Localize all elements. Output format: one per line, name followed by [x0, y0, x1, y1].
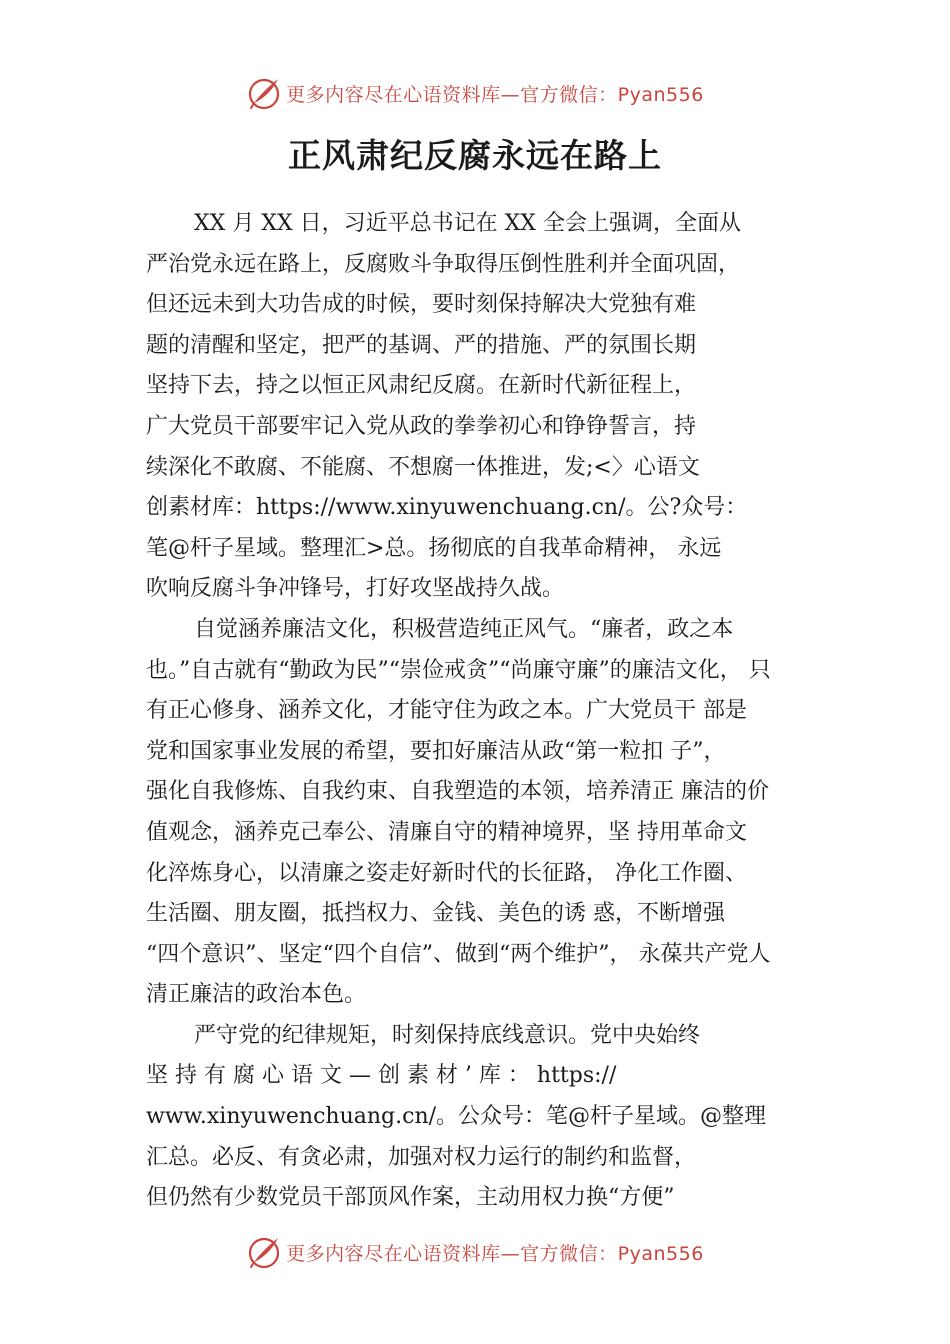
text-line: 值观念，涵养克己奉公、清廉自守的精神境界，坚 持用革命文 — [146, 819, 747, 845]
text-line: 题的清醒和坚定，把严的基调、严的措施、严的氛围长期 — [146, 332, 697, 358]
text-line: 党和国家事业发展的希望，要扣好廉洁从政“第一粒扣 子”， — [146, 738, 726, 764]
quill-pen-logo-icon — [246, 75, 282, 111]
page-title: 正风肃纪反腐永远在路上 — [288, 136, 662, 175]
text-line: “四个意识”、坚定“四个自信”、做到“两个维护”， 永葆共产党人 — [146, 941, 771, 967]
text-line: 续深化不敢腐、不能腐、不想腐一体推进，发;<〉心语文 — [146, 454, 700, 480]
text-line: 但仍然有少数党员干部顶风作案，主动用权力换“方便” — [146, 1185, 675, 1211]
text-line: 汇总。必反、有贪必肃，加强对权力运行的制约和监督， — [146, 1144, 697, 1170]
text-line: 生活圈、朋友圈，抵挡权力、金钱、美色的诱 惑，不断增强 — [146, 901, 725, 927]
paragraph-1 — [146, 204, 836, 610]
text-line: 化淬炼身心，以清廉之姿走好新时代的长征路， 净化工作圈、 — [146, 860, 747, 886]
text-line: 严守党的纪律规矩，时刻保持底线意识。党中央始终 — [194, 1022, 701, 1048]
text-line: 广大党员干部要牢记入党从政的拳拳初心和铮铮誓言，持 — [146, 413, 697, 439]
text-line: 严治党永远在路上，反腐败斗争取得压倒性胜利并全面巩固， — [146, 251, 741, 277]
text-line: 也。”自古就有“勤政为民”“崇俭戒贪”“尚廉守廉”的廉洁文化， 只 — [146, 657, 771, 683]
banner-text: 更多内容尽在心语资料库—官方微信：Pyan556 — [286, 1242, 704, 1265]
document-body — [146, 204, 836, 1219]
text-line: XX 月 XX 日，习近平总书记在 XX 全会上强调，全面从 — [194, 211, 741, 236]
text-line: 吹响反腐斗争冲锋号，打好攻坚战持久战。 — [146, 576, 565, 602]
text-line: 笔@杆子星域。整理汇>总。扬彻底的自我革命精神， 永远 — [146, 535, 722, 561]
text-line: 坚持下去，持之以恒正风肃纪反腐。在新时代新征程上， — [146, 373, 697, 399]
text-line: 创素材库：https://www.xinyuwenchuang.cn/。公?众号： — [146, 495, 748, 521]
paragraph-2 — [146, 610, 836, 1016]
quill-pen-logo-icon — [246, 1234, 282, 1270]
text-line: 清正廉洁的政治本色。 — [146, 982, 367, 1008]
paragraph-3 — [146, 1016, 836, 1219]
text-line: 坚 持 有 腐 心 语 文 — 创 素 材 ’ 库 ： https:// — [146, 1063, 617, 1089]
footer-banner — [0, 1230, 950, 1274]
text-line: 自觉涵养廉洁文化，积极营造纯正风气。“廉者，政之本 — [194, 616, 734, 642]
header-banner — [0, 71, 950, 115]
text-line: 有正心修身、涵养文化，才能守住为政之本。广大党员干 部是 — [146, 698, 747, 724]
banner-text: 更多内容尽在心语资料库—官方微信：Pyan556 — [286, 83, 704, 106]
text-line: www.xinyuwenchuang.cn/。公众号：笔@杆子星域。@整理 — [146, 1104, 767, 1130]
text-line: 但还远未到大功告成的时候，要时刻保持解决大党独有难 — [146, 292, 697, 318]
text-line: 强化自我修炼、自我约束、自我塑造的本领，培养清正 廉洁的价 — [146, 779, 769, 805]
